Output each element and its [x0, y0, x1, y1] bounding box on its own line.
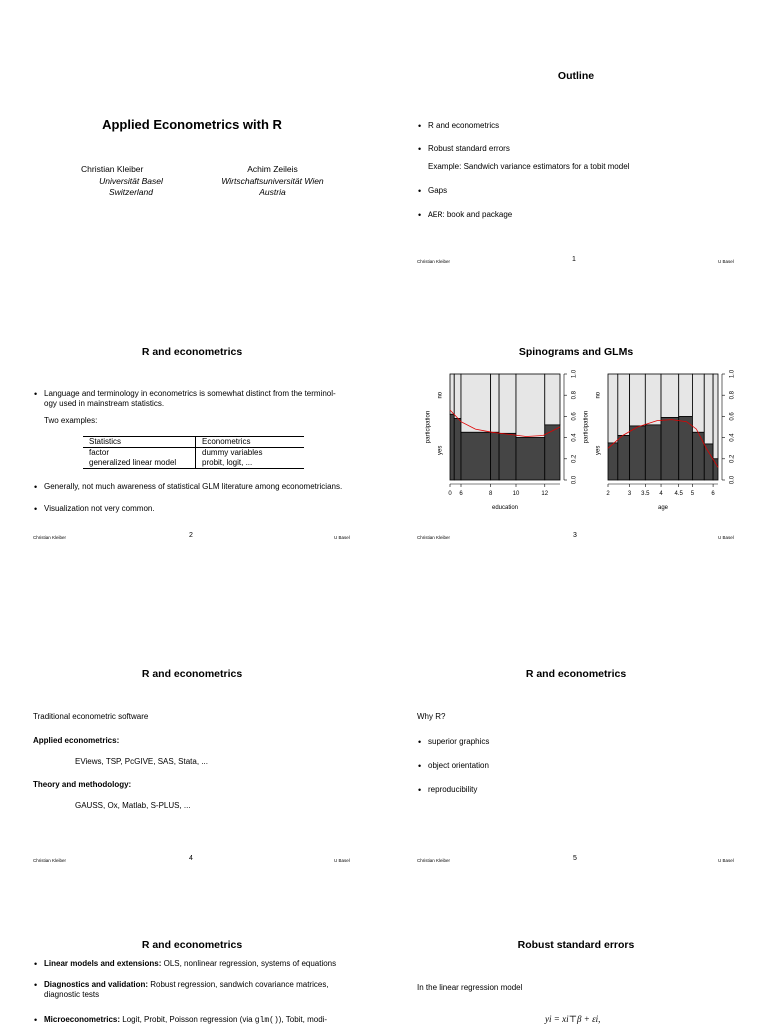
- spinogram-no-bar: [516, 374, 545, 438]
- slide0-title: Applied Econometrics with R: [102, 117, 282, 132]
- spinogram-yes-bar: [713, 459, 718, 480]
- y-axis-label: participation: [583, 410, 590, 444]
- slide4-text2: GAUSS, Ox, Matlab, S-PLUS, ...: [75, 801, 191, 810]
- bullet-text: Robust regression, sandwich covariance matrices,: [148, 980, 329, 989]
- slide3-title: Spinograms and GLMs: [518, 346, 634, 358]
- spinogram-yes-bar: [499, 433, 516, 480]
- table-header: Econometrics: [202, 437, 251, 446]
- page-number: 4: [189, 855, 193, 862]
- spinogram-no-bar: [679, 374, 693, 416]
- author2-country: Austria: [259, 187, 286, 197]
- slide4-intro: Traditional econometric software: [33, 712, 149, 721]
- spinogram-yes-bar: [630, 426, 646, 480]
- table-header: Statistics: [83, 437, 196, 448]
- outline-item-aer: [428, 210, 512, 221]
- spinogram-yes-bar: [661, 417, 679, 480]
- author1-name: Christian Kleiber: [81, 164, 144, 174]
- bullet-text: Logit, Probit, Poisson regression (via: [120, 1015, 255, 1024]
- page-number: 1: [572, 256, 576, 263]
- footer-right: U Basel: [718, 259, 734, 264]
- author1-country: Switzerland: [109, 187, 153, 197]
- spinogram-yes-bar: [491, 432, 499, 480]
- left-label-yes: yes: [595, 445, 602, 455]
- slide5-intro: Why R?: [417, 712, 446, 721]
- terminology-table: [83, 436, 304, 469]
- bullet-heading: Diagnostics and validation:: [44, 980, 149, 989]
- y-tick-label: 1.0: [571, 369, 578, 379]
- spinogram-no-bar: [704, 374, 713, 444]
- spinogram-no-bar: [491, 374, 499, 432]
- footer-right: U Basel: [334, 858, 350, 863]
- regression-formula: yi = xi⊤β + εi,: [545, 1014, 601, 1024]
- why-r-item: • superior graphics: [428, 737, 489, 747]
- aer-code: AER: [428, 211, 443, 220]
- footer-left: Christian Kleiber: [417, 259, 451, 264]
- slide4-text1: EViews, TSP, PcGIVE, SAS, Stata, ...: [75, 757, 208, 766]
- x-tick-label: 4.5: [674, 491, 683, 497]
- slide2-bullet1: [44, 389, 336, 409]
- slide2-bullet2: • Generally, not much awareness of statistical GLM literature among econometricians.: [44, 482, 342, 492]
- spinogram-no-bar: [713, 374, 718, 459]
- slide7-title: Robust standard errors: [517, 939, 635, 951]
- spinogram-yes-bar: [461, 432, 491, 480]
- slide6-title: R and econometrics: [141, 939, 243, 951]
- y-tick-label: 0.2: [571, 454, 578, 463]
- slide2-bullet3: • Visualization not very common.: [44, 504, 155, 514]
- two-examples: Two examples:: [44, 416, 98, 425]
- slide4-title: R and econometrics: [141, 668, 243, 680]
- slide5-title: R and econometrics: [525, 668, 627, 680]
- y-tick-label: 0.8: [571, 391, 578, 400]
- table-cell: factor: [83, 448, 196, 459]
- slide6-bullet1: [44, 959, 336, 969]
- slide6-bullet2: [44, 980, 329, 1000]
- footer-left: Christian Kleiber: [417, 535, 451, 540]
- aer-rest: : book and package: [442, 210, 513, 219]
- x-tick-label: 12: [541, 491, 549, 497]
- bullet-text-cont: ogy used in mainstream statistics.: [44, 399, 165, 408]
- y-tick-label: 0.6: [729, 412, 736, 421]
- y-tick-label: 0.8: [729, 391, 736, 400]
- spinogram-no-bar: [608, 374, 618, 443]
- spinogram-no-bar: [450, 374, 454, 414]
- y-tick-label: 0.6: [571, 412, 578, 421]
- y-tick-label: 0.0: [571, 475, 578, 485]
- author1: [81, 164, 181, 199]
- slide6-bullet3: [44, 1015, 327, 1026]
- spinogram-no-bar: [499, 374, 516, 433]
- left-label-yes: yes: [437, 445, 444, 455]
- author2-inst: Wirtschaftsuniversität Wien: [221, 175, 324, 186]
- spinogram-yes-bar: [679, 416, 693, 480]
- outline-item: • Robust standard errors: [428, 144, 510, 154]
- x-tick-label: 2: [606, 491, 610, 497]
- slide1-title: Outline: [557, 70, 595, 82]
- spinogram-no-bar: [692, 374, 704, 432]
- spinogram-no-bar: [630, 374, 646, 426]
- outline-example: Example: Sandwich variance estimators for a tobit model: [428, 162, 630, 171]
- x-tick-label: 6: [711, 491, 715, 497]
- spinogram-yes-bar: [704, 444, 713, 480]
- spinogram-no-bar: [661, 374, 679, 417]
- slide4-heading2: Theory and methodology:: [33, 780, 132, 789]
- x-axis-label: education: [491, 505, 519, 511]
- spinogram-yes-bar: [645, 425, 661, 480]
- footer-left: Christian Kleiber: [33, 535, 67, 540]
- left-label-no: no: [437, 391, 444, 399]
- x-tick-label: 8: [488, 491, 493, 497]
- table-row: [83, 458, 304, 469]
- x-tick-label: 10: [512, 491, 520, 497]
- bullet-text: OLS, nonlinear regression, systems of equations: [161, 959, 337, 968]
- spinogram-charts: [384, 360, 768, 520]
- spinogram-yes-bar: [692, 432, 704, 480]
- x-tick-label: 0: [448, 491, 452, 497]
- x-tick-label: 4: [659, 491, 663, 497]
- x-tick-label: 5: [690, 491, 695, 497]
- bullet-text: ), Tobit, modi-: [278, 1015, 328, 1024]
- why-r-item: • reproducibility: [428, 785, 477, 795]
- page-number: 2: [189, 532, 193, 539]
- slide2-title: R and econometrics: [141, 346, 243, 358]
- footer-right: U Basel: [718, 535, 734, 540]
- outline-item: • R and econometrics: [428, 121, 499, 131]
- y-tick-label: 1.0: [729, 369, 736, 379]
- footer-right: U Basel: [718, 858, 734, 863]
- x-tick-label: 3.5: [641, 491, 650, 497]
- outline-item: • Gaps: [428, 186, 447, 196]
- author2: [205, 164, 340, 199]
- author1-inst: Universität Basel: [99, 175, 163, 186]
- bullet-text-cont: diagnostic tests: [44, 990, 100, 999]
- footer-left: Christian Kleiber: [417, 858, 451, 863]
- table-cell: generalized linear model: [83, 458, 196, 469]
- page-number: 3: [573, 532, 577, 539]
- spinogram-no-bar: [454, 374, 461, 419]
- spinogram-yes-bar: [450, 414, 454, 480]
- y-tick-label: 0.0: [729, 475, 736, 485]
- y-axis-label: participation: [425, 410, 432, 444]
- page-number: 5: [573, 855, 577, 862]
- table-row: [83, 448, 304, 459]
- x-tick-label: 6: [459, 491, 463, 497]
- spinogram-yes-bar: [516, 438, 545, 480]
- y-tick-label: 0.4: [729, 433, 736, 442]
- x-axis-label: age: [657, 505, 669, 511]
- y-tick-label: 0.2: [729, 454, 736, 463]
- footer-left: Christian Kleiber: [33, 858, 67, 863]
- table-header-row: [83, 437, 304, 448]
- spinogram-no-bar: [645, 374, 661, 425]
- bullet-text: Language and terminology in econometrics is somewhat distinct from the terminol-: [44, 389, 336, 398]
- table-cell: dummy variables: [202, 448, 263, 457]
- footer-right: U Basel: [334, 535, 350, 540]
- spinogram-yes-bar: [608, 443, 618, 480]
- spinogram-yes-bar: [454, 419, 461, 480]
- why-r-item: • object orientation: [428, 761, 489, 771]
- bullet-heading: Linear models and extensions:: [44, 959, 162, 968]
- spinogram-no-bar: [618, 374, 630, 435]
- x-tick-label: 3: [627, 491, 632, 497]
- left-label-no: no: [595, 391, 602, 399]
- spinogram-no-bar: [545, 374, 560, 425]
- slide7-text: In the linear regression model: [417, 983, 523, 992]
- slide4-heading1: Applied econometrics:: [33, 736, 120, 745]
- bullet-heading: Microeconometrics:: [44, 1015, 121, 1024]
- spinogram-yes-bar: [618, 435, 630, 480]
- y-tick-label: 0.4: [571, 433, 578, 442]
- author2-name: Achim Zeileis: [247, 164, 298, 174]
- code: glm(): [254, 1016, 279, 1025]
- table-cell: probit, logit, ...: [202, 458, 253, 467]
